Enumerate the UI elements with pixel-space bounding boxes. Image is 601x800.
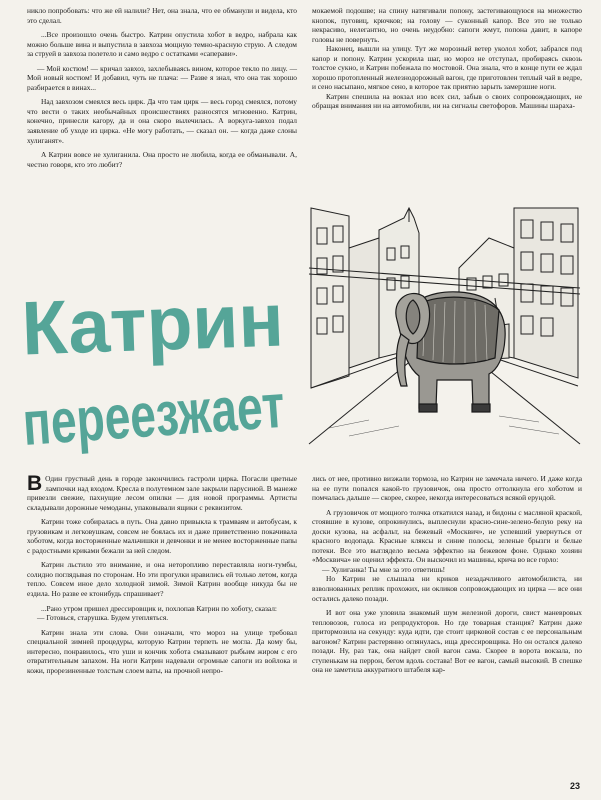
paragraph-text: Один грустный день в городе закончились гастроли цирка. Погасли цветные лампочки над входом. Кресла в полутемном зале закрыли парусиной. В манеже привезли свежие, пахнущие лесом опилки — для новой программы. Артисты складывали дорожные чемоданы, упаковывали ящики с реквизитом. (27, 474, 297, 512)
article-column-bottom-left (27, 474, 297, 675)
paragraph: Катрин льстило это внимание, и она неторопливо переставляла ноги-тумбы, солидно поглядывая по сторонам. Но эти прогулки нравились ей только летом, когда тепло. Совсем иное дело холодной зимой. Зимой Катрин вообще никуда бы не ездила. Но разве ее ктонибудь спрашивает? (27, 560, 297, 599)
article-column-top-left (27, 6, 297, 169)
paragraph: А грузовичок от мощного толчка откатился назад, и бидоны с масляной краской, стоявшие в кузове, опрокинулись, выплеснули красно-сине-зелено-белую реку на доски кузова, на асфальт, на бежевый «Москвич», не успевший увернуться от красного водопада. Красные кляксы и синие полосы, зеленые брызги и белые потеки. Все это выглядело весьма эффектно на бежевом фоне. Однако хозяин «Москвича» не оценил эффекта. Он выскочил из машины, крича во все горло: (312, 507, 582, 565)
paragraph: мокаемой подошве; на спину натягивали попону, застегивающуюся на множество кнопок, пуговиц, крючков; на голову — суконный капор. Все это не только некрасиво, нелегантно, но очень неудобно: сапоги жмут, попона давит, в капоре головы не повернуть. (312, 6, 582, 44)
paragraph: И вот она уже уловила знакомый шум железной дороги, свист маневровых тепловозов, голоса из репродукторов. Но где товарная станция? Катрин даже притормозила на секунду: куда идти, где стоит цирковой состав с ее персональным вагоном? Катрин растерянно оглянулась, ища дрессировщика. Но он остался далеко позади. Ну, раз так, она найдет свой вагон сама. Скорее в ворота вокзала, по ступенькам на перрон, бегом вдоль состава! Вот ее вагон, самый высокий. В спешке она не заметила аккуратного штабеля кар- (312, 608, 582, 675)
paragraph: Катрин тоже собиралась в путь. Она давно привыкла к трамваям и автобусам, к грузовикам и легковушкам, совсем не боялась их и даже приветственно покачивала хоботом, когда восторженные мальчишки и девчонки и не менее восторженные папы с радостными криками бежали за ней следом. (27, 517, 297, 555)
paragraph: А Катрин вовсе не хулиганила. Она просто не любила, когда ее обманывали. А, честно говоря, кто это любит? (27, 150, 297, 169)
article-column-bottom-right (312, 474, 582, 675)
page-number: 23 (570, 781, 581, 791)
paragraph: Наконец, вышли на улицу. Тут же морозный ветер уколол хобот, забрался под капор и попону. Катрин ускорила шаг, но мороз не отступал, пробираясь сквозь толстое сукно, и Катрин побежала по мостовой. Она знала, что в конце пути ее ждал хорошо протопленный железнодорожный вагон, где приготовлен теплый чай в ведре, и сено насыпано, мягкое сено, в которое так приятно зарыть замерзшие ноги. (312, 44, 582, 92)
headline-line-2: переезжает (20, 365, 377, 459)
paragraph: Катрин спешила на вокзал изо всех сил, забыв о своих сопровождающих, не обращая внимания ни на автомобили, ни на сигналы светофоров. Машины шараха- (312, 91, 582, 111)
paragraph: ...Все произошло очень быстро. Катрин опустила хобот в ведро, набрала как можно больше вина и выпустила в завхоза мощную темно-красную струю. А следом за струей в завхоза полетело и само ведро с остатками «саперави». (27, 30, 297, 59)
paragraph: Но Катрин не слышала ни криков незадачливого автомобилиста, ни взволнованных реплик прохожих, ни окликов сопровождающих из цирка — все они остались далеко позади. (312, 574, 582, 603)
paragraph: Над завхозом смеялся весь цирк. Да что там цирк — весь город смеялся, потому что вести о таких необычайных происшествиях разносятся мгновенно. Катрин, конечно, принесли кагору, да и она скоро вылечилась. А воркуга-завхоз подал заявление об уходе из цирка. «Не могу работать, — сказал он. — когда даже слоны хулиганят». (27, 97, 297, 145)
article-column-top-right (312, 6, 582, 111)
paragraph: — Готовься, старушка. Будем утепляться. (37, 613, 169, 623)
paragraph (27, 474, 297, 512)
elephant-street-illustration (309, 208, 580, 444)
paragraph: — Хулиганка! Ты мне за это ответишь! (322, 564, 446, 574)
paragraph: ...Рано утром пришел дрессировщик и, похлопав Катрин по хоботу, сказал: (41, 603, 277, 613)
article-headline (20, 276, 377, 459)
paragraph: лись от нее, противно визжали тормоза, но Катрин не замечала ничего. И даже когда на ее пути попался какой-то грузовичок, она просто оттолкнула его хоботом и помчалась дальше — скорее, скорее, некогда интересоваться всякой ерундой. (312, 474, 582, 503)
paragraph: Катрин знала эти слова. Они означали, что мороз на улице требовал специальной зимней процедуры, которую Катрин терпеть не могла. Да кому бы, интересно, понравилось, что уши и кончик хобота смазывают рыбьим жиром с его отвратительным запахом. На ноги Катрин надевали огромные сапоги из войлока и кожи, прорезиненные толстым слоем ваты, на прочной непро- (27, 627, 297, 675)
headline-line-1: Катрин (20, 277, 289, 372)
paragraph: никло попробовать: что же ей налили? Нет, она знала, что ее обманули и видела, кто это сделал. (27, 6, 297, 25)
paragraph: — Мой костюм! — кричал завхоз, захлебываясь вином, которое текло по лицу. — Мой новый костюм! И добавил, чуть не плача: — Разве я знал, что она так хорошо разбирается в винах... (27, 63, 297, 92)
drop-cap: В (27, 472, 43, 495)
